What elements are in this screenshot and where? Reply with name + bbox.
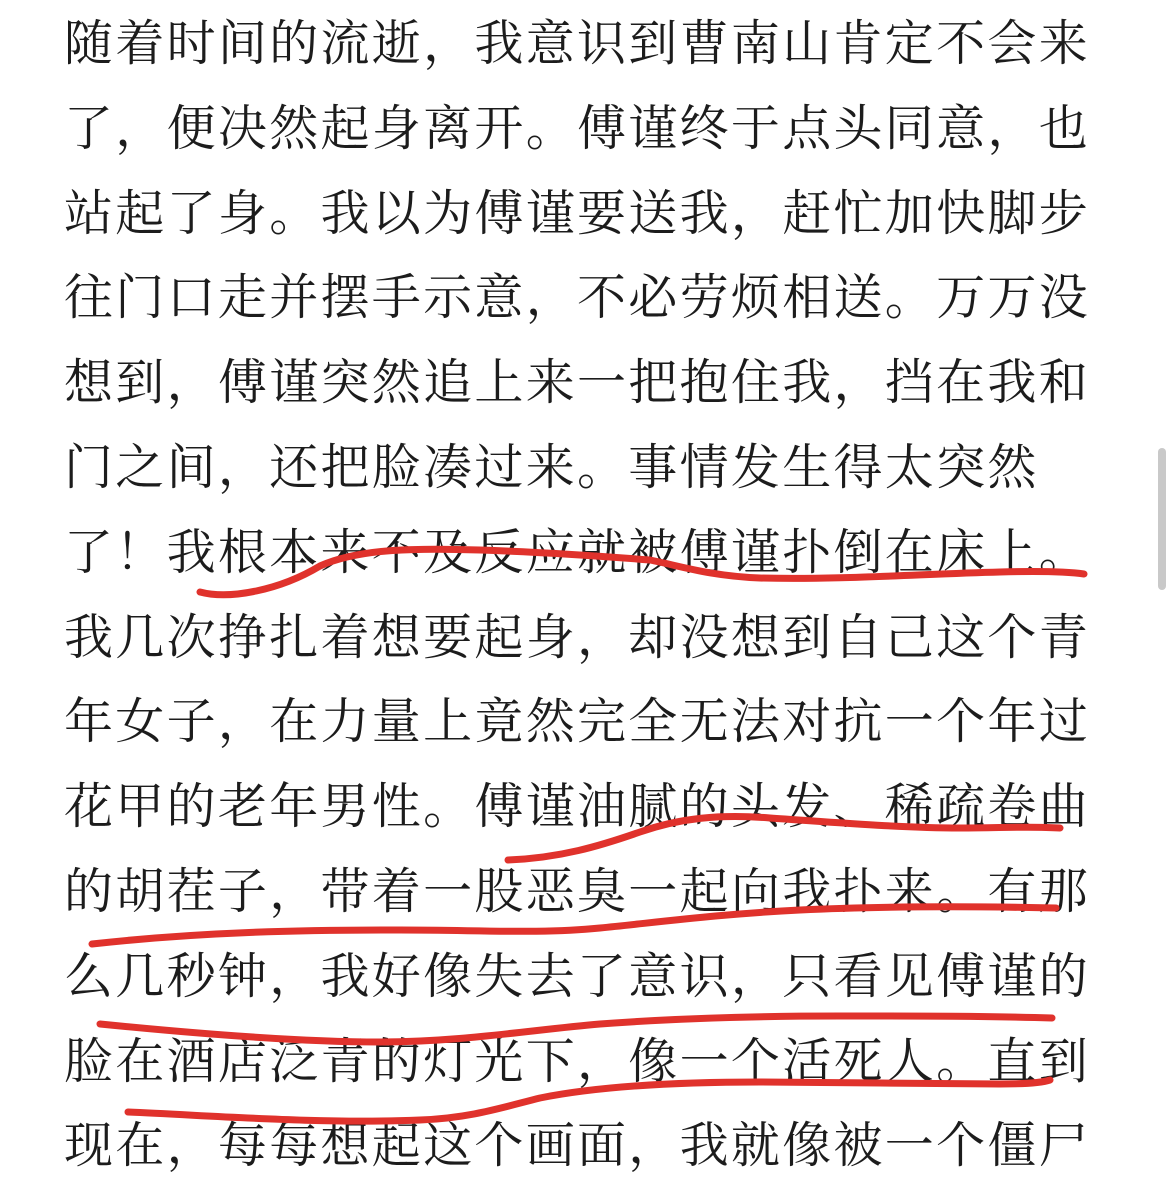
text-line-10: 花甲的老年男性。傅谨油腻的头发、稀疏卷曲	[64, 778, 1091, 836]
text-line-1: 随着时间的流逝，我意识到曹南山肯定不会来	[64, 15, 1091, 72]
text-line-9: 年女子，在力量上竟然完全无法对抗一个年过	[64, 693, 1091, 751]
article-body	[64, 2, 1124, 1189]
text-line-14: 现在，每每想起这个画面，我就像被一个僵尸	[64, 1117, 1091, 1175]
scrollbar-track[interactable]	[1158, 0, 1166, 1143]
text-line-4: 往门口走并摆手示意，不必劳烦相送。万万没	[64, 269, 1091, 327]
text-line-7: 了！我根本来不及反应就被傅谨扑倒在床上。	[64, 523, 1091, 581]
scrollbar-thumb[interactable]	[1158, 448, 1166, 590]
text-line-2: 了，便决然起身离开。傅谨终于点头同意，也	[64, 99, 1091, 157]
text-line-5: 想到，傅谨突然追上来一把抱住我，挡在我和	[64, 354, 1091, 412]
text-line-13: 脸在酒店泛青的灯光下，像一个活死人。直到	[64, 1032, 1091, 1090]
text-line-12: 么几秒钟，我好像失去了意识，只看见傅谨的	[64, 947, 1091, 1005]
text-line-11: 的胡茬子，带着一股恶臭一起向我扑来。有那	[64, 862, 1091, 920]
text-line-3: 站起了身。我以为傅谨要送我，赶忙加快脚步	[64, 184, 1091, 242]
text-line-6: 门之间，还把脸凑过来。事情发生得太突然	[64, 438, 1039, 496]
text-line-8: 我几次挣扎着想要起身，却没想到自己这个青	[64, 608, 1091, 666]
